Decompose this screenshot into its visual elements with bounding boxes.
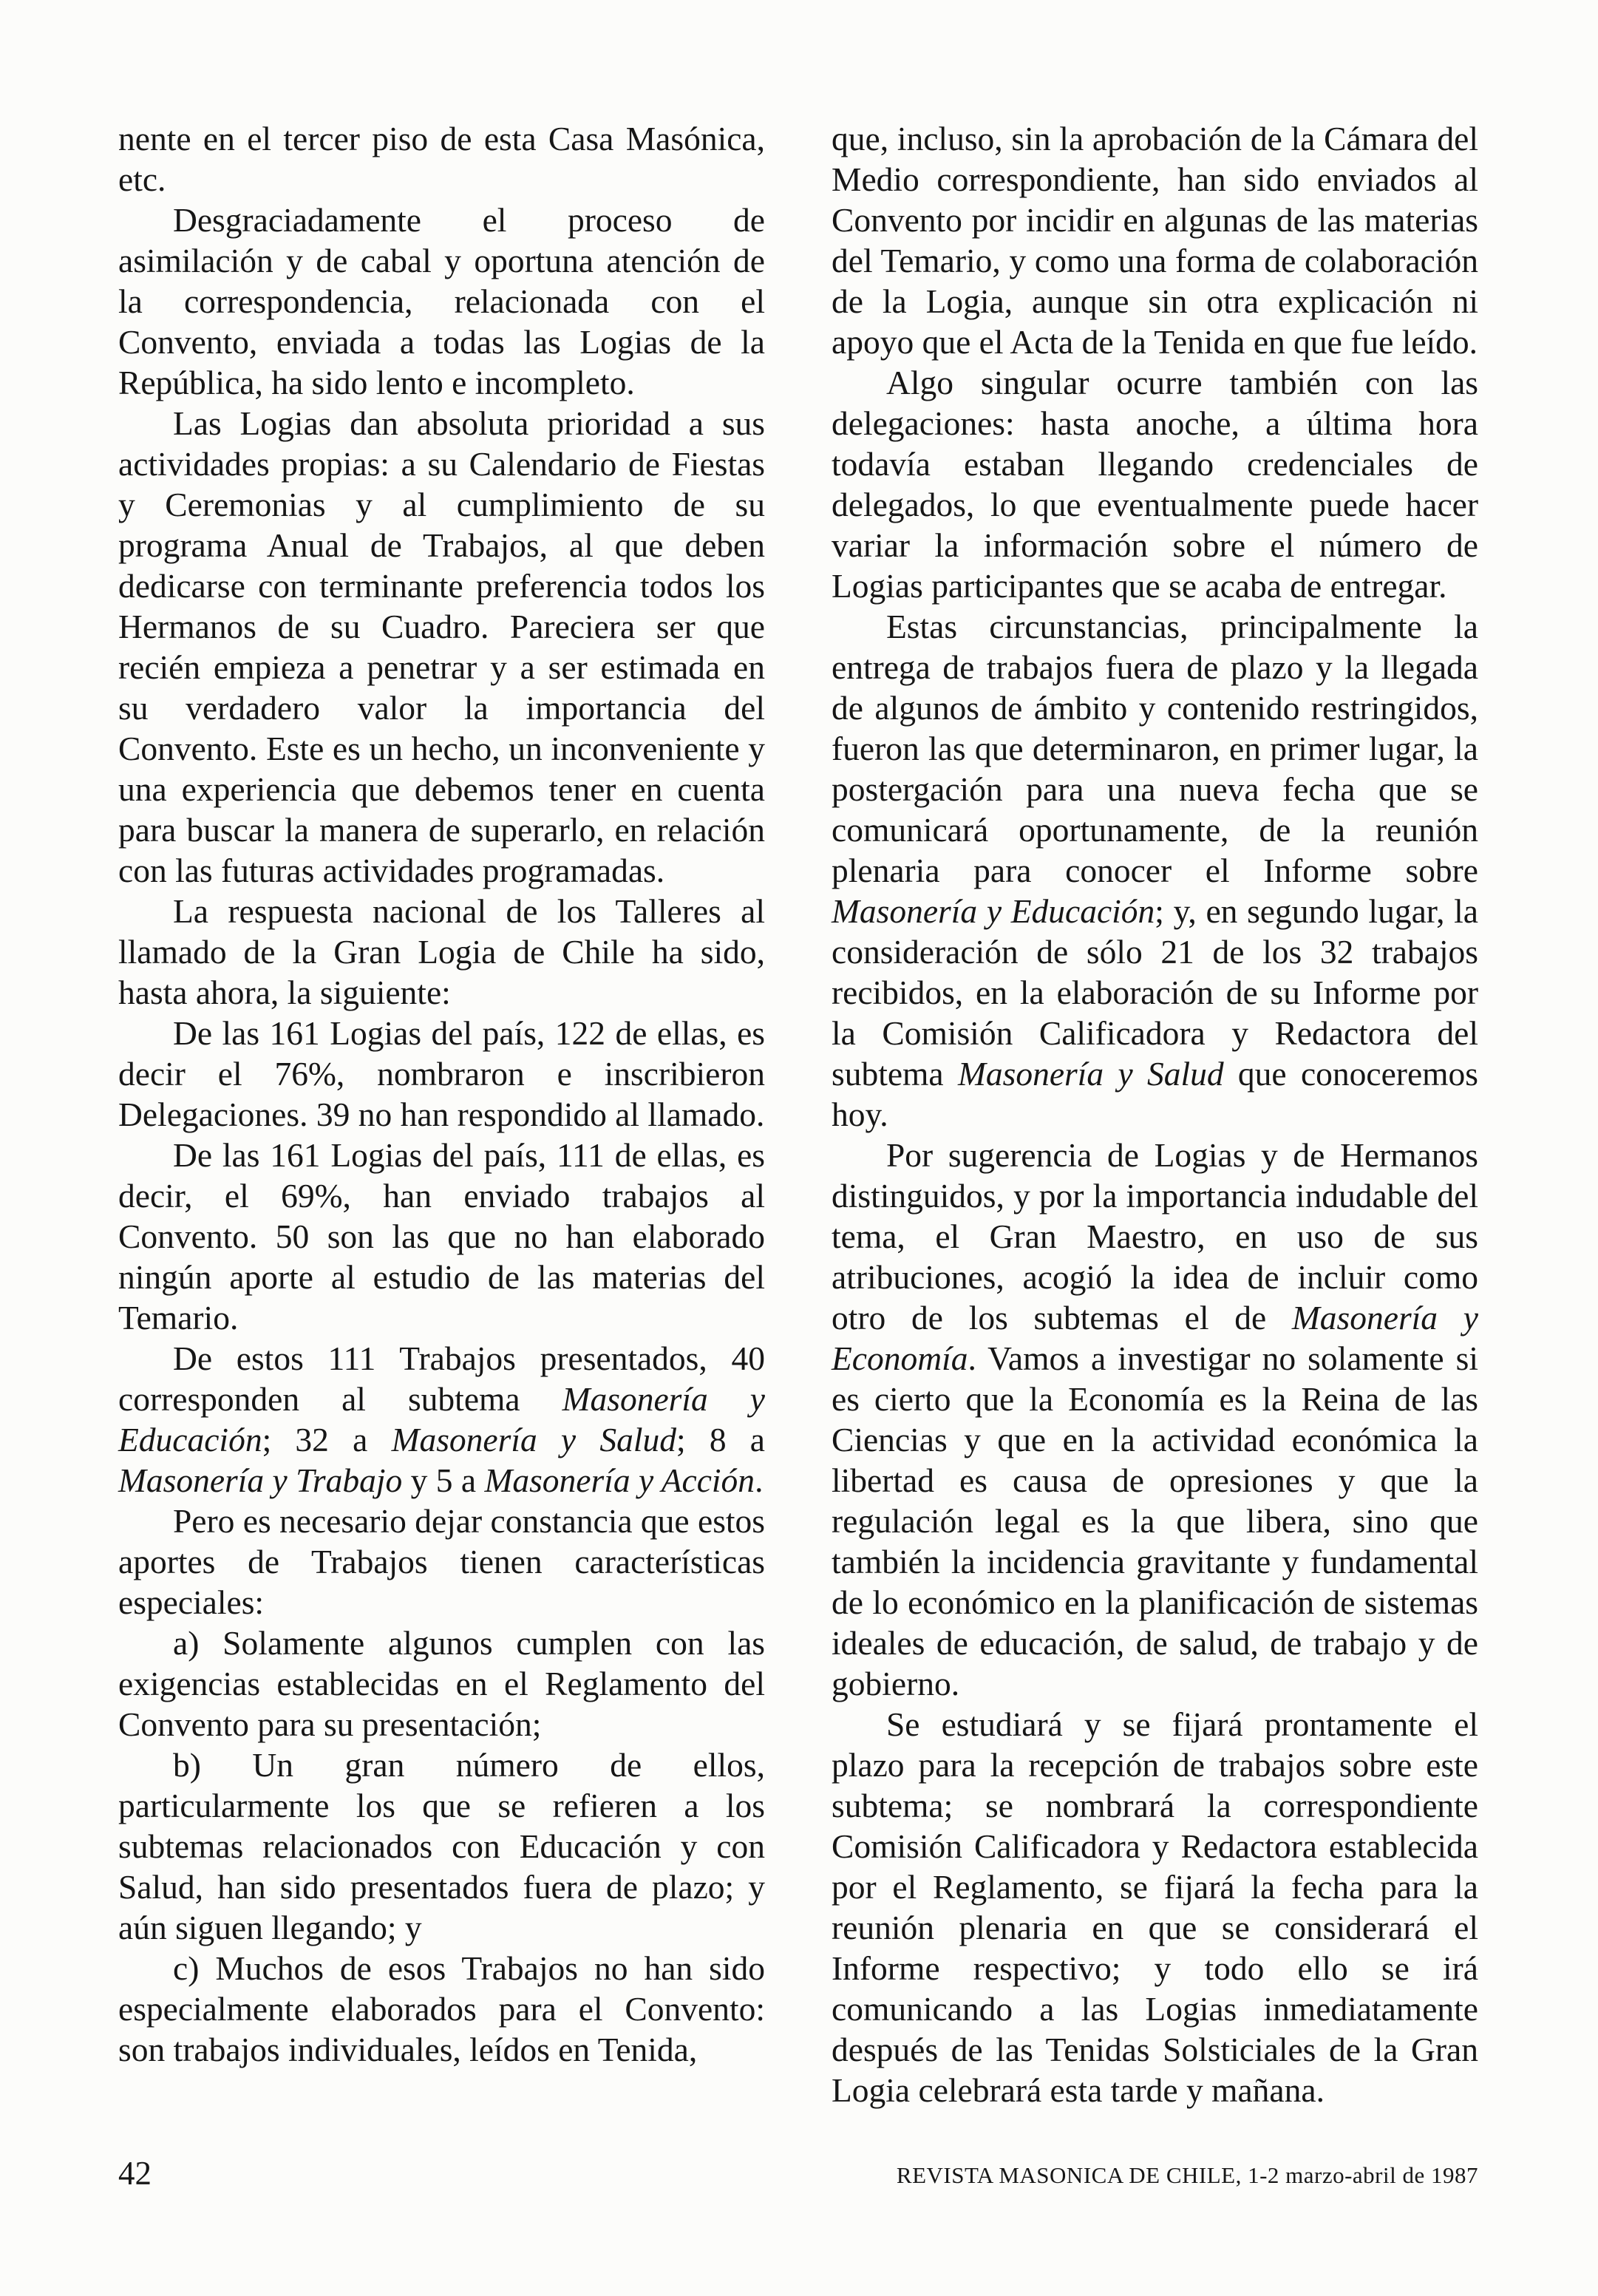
italic-subtema: Masonería y Salud	[391, 1421, 676, 1458]
text-run: que conoceremos hoy.	[832, 1055, 1478, 1133]
page-footer	[118, 2151, 1478, 2195]
list-item: a) Solamente algunos cumplen con las exigencias establecidas en el Reglamento del Convento para su presentación;	[118, 1624, 765, 1743]
left-column	[118, 118, 765, 2070]
paragraph	[832, 606, 1478, 1135]
text-run: ; 8 a	[676, 1421, 765, 1458]
list-item: c) Muchos de esos Trabajos no han sido especialmente elaborados para el Convento: son trabajos individuales, leídos en Tenida,	[118, 1949, 765, 2068]
paragraph: De las 161 Logias del país, 111 de ellas, es decir, el 69%, han enviado trabajos al Convento. 50 son las que no han elaborado ningún aporte al estudio de las materias del Temario.	[118, 1136, 765, 1336]
text-run: Estas circunstancias, principalmente la entrega de trabajos fuera de plazo y la llegada de algunos de ámbito y contenido restringidos, fueron las que determinaron, en primer lugar, la postergación para una nueva fecha que se comunicará oportunamente, de la reunión plenaria para conocer el Informe sobre	[832, 608, 1478, 889]
right-column	[832, 118, 1478, 2110]
paragraph: que, incluso, sin la aprobación de la Cámara del Medio correspondiente, han sido enviados al Convento por incidir en algunas de las materias del Temario, y como una forma de colaboración de la Logia, aunque sin otra explicación ni apoyo que el Acta de la Tenida en que fue leído.	[832, 120, 1478, 361]
italic-subtema: Masonería y Educación	[118, 1380, 765, 1458]
text-run: .	[755, 1461, 764, 1499]
paragraph: Las Logias dan absoluta prioridad a sus actividades propias: a su Calendario de Fiestas y Ceremonias y al cumplimiento de su programa Anual de Trabajos, al que deben dedicarse con terminante preferencia todos los Hermanos de su Cuadro. Pareciera ser que recién empieza a penetrar y a ser estimada en su verdadero valor la importancia del Convento. Este es un hecho, un inconveniente y una experiencia que debemos tener en cuenta para buscar la manera de superarlo, en relación con las futuras actividades programadas.	[118, 404, 765, 889]
text-run: De estos 111 Trabajos presentados, 40 corresponden al subtema	[118, 1339, 765, 1418]
running-title: REVISTA MASONICA DE CHILE, 1-2 marzo-abril de 1987	[896, 2162, 1478, 2188]
paragraph	[118, 1338, 765, 1501]
text-run: . Vamos a investigar no solamente si es cierto que la Economía es la Reina de las Ciencias y que en la actividad económica la libertad es causa de opresiones y que la regulación legal es la que libera, sino que también la incidencia gravitante y fundamental de lo económico en la planificación de sistemas ideales de educación, de salud, de trabajo y de gobierno.	[832, 1339, 1478, 1702]
paragraph: nente en el tercer piso de esta Casa Masónica, etc.	[118, 120, 765, 198]
paragraph: Pero es necesario dejar constancia que estos aportes de Trabajos tienen características especiales:	[118, 1502, 765, 1621]
paragraph: Se estudiará y se fijará prontamente el plazo para la recepción de trabajos sobre este subtema; se nombrará la correspondiente Comisión Calificadora y Redactora establecida por el Reglamento, se fijará la fecha para la reunión plenaria en que se considerará el Informe respectivo; y todo ello se irá comunicando a las Logias inmediatamente después de las Tenidas Solsticiales de la Gran Logia celebrará esta tarde y mañana.	[832, 1705, 1478, 2109]
text-run: y 5 a	[402, 1461, 485, 1499]
paragraph: Desgraciadamente el proceso de asimilación y de cabal y oportuna atención de la correspondencia, relacionada con el Convento, enviada a todas las Logias de la República, ha sido lento e incompleto.	[118, 201, 765, 401]
italic-subtema: Masonería y Trabajo	[118, 1461, 403, 1499]
text-run: ; y, en segundo lugar, la consideración de sólo 21 de los 32 trabajos recibidos, en la elaboración de su Informe por la Comisión Calificadora y Redactora del subtema	[832, 892, 1478, 1093]
italic-subtema: Masonería y Educación	[832, 892, 1155, 930]
italic-subtema: Masonería y Economía	[832, 1299, 1478, 1377]
paragraph: De las 161 Logias del país, 122 de ellas, es decir el 76%, nombraron e inscribieron Delegaciones. 39 no han respondido al llamado.	[118, 1014, 765, 1133]
text-run: ; 32 a	[262, 1421, 392, 1458]
list-item: b) Un gran número de ellos, particularmente los que se refieren a los subtemas relacionados con Educación y con Salud, han sido presentados fuera de plazo; y aún siguen llegando; y	[118, 1746, 765, 1946]
paragraph: Algo singular ocurre también con las delegaciones: hasta anoche, a última hora todavía estaban llegando credenciales de delegados, lo que eventualmente puede hacer variar la información sobre el número de Logias participantes que se acaba de entregar.	[832, 364, 1478, 605]
paragraph	[832, 1135, 1478, 1704]
page-number: 42	[118, 2155, 152, 2192]
text-run: Por sugerencia de Logias y de Hermanos distinguidos, y por la importancia indudable del tema, el Gran Maestro, en uso de sus atribuciones, acogió la idea de incluir como otro de los subtemas el de	[832, 1136, 1478, 1336]
italic-subtema: Masonería y Salud	[957, 1055, 1224, 1093]
italic-subtema: Masonería y Acción	[484, 1461, 755, 1499]
paragraph: La respuesta nacional de los Talleres al llamado de la Gran Logia de Chile ha sido, hasta ahora, la siguiente:	[118, 892, 765, 1011]
